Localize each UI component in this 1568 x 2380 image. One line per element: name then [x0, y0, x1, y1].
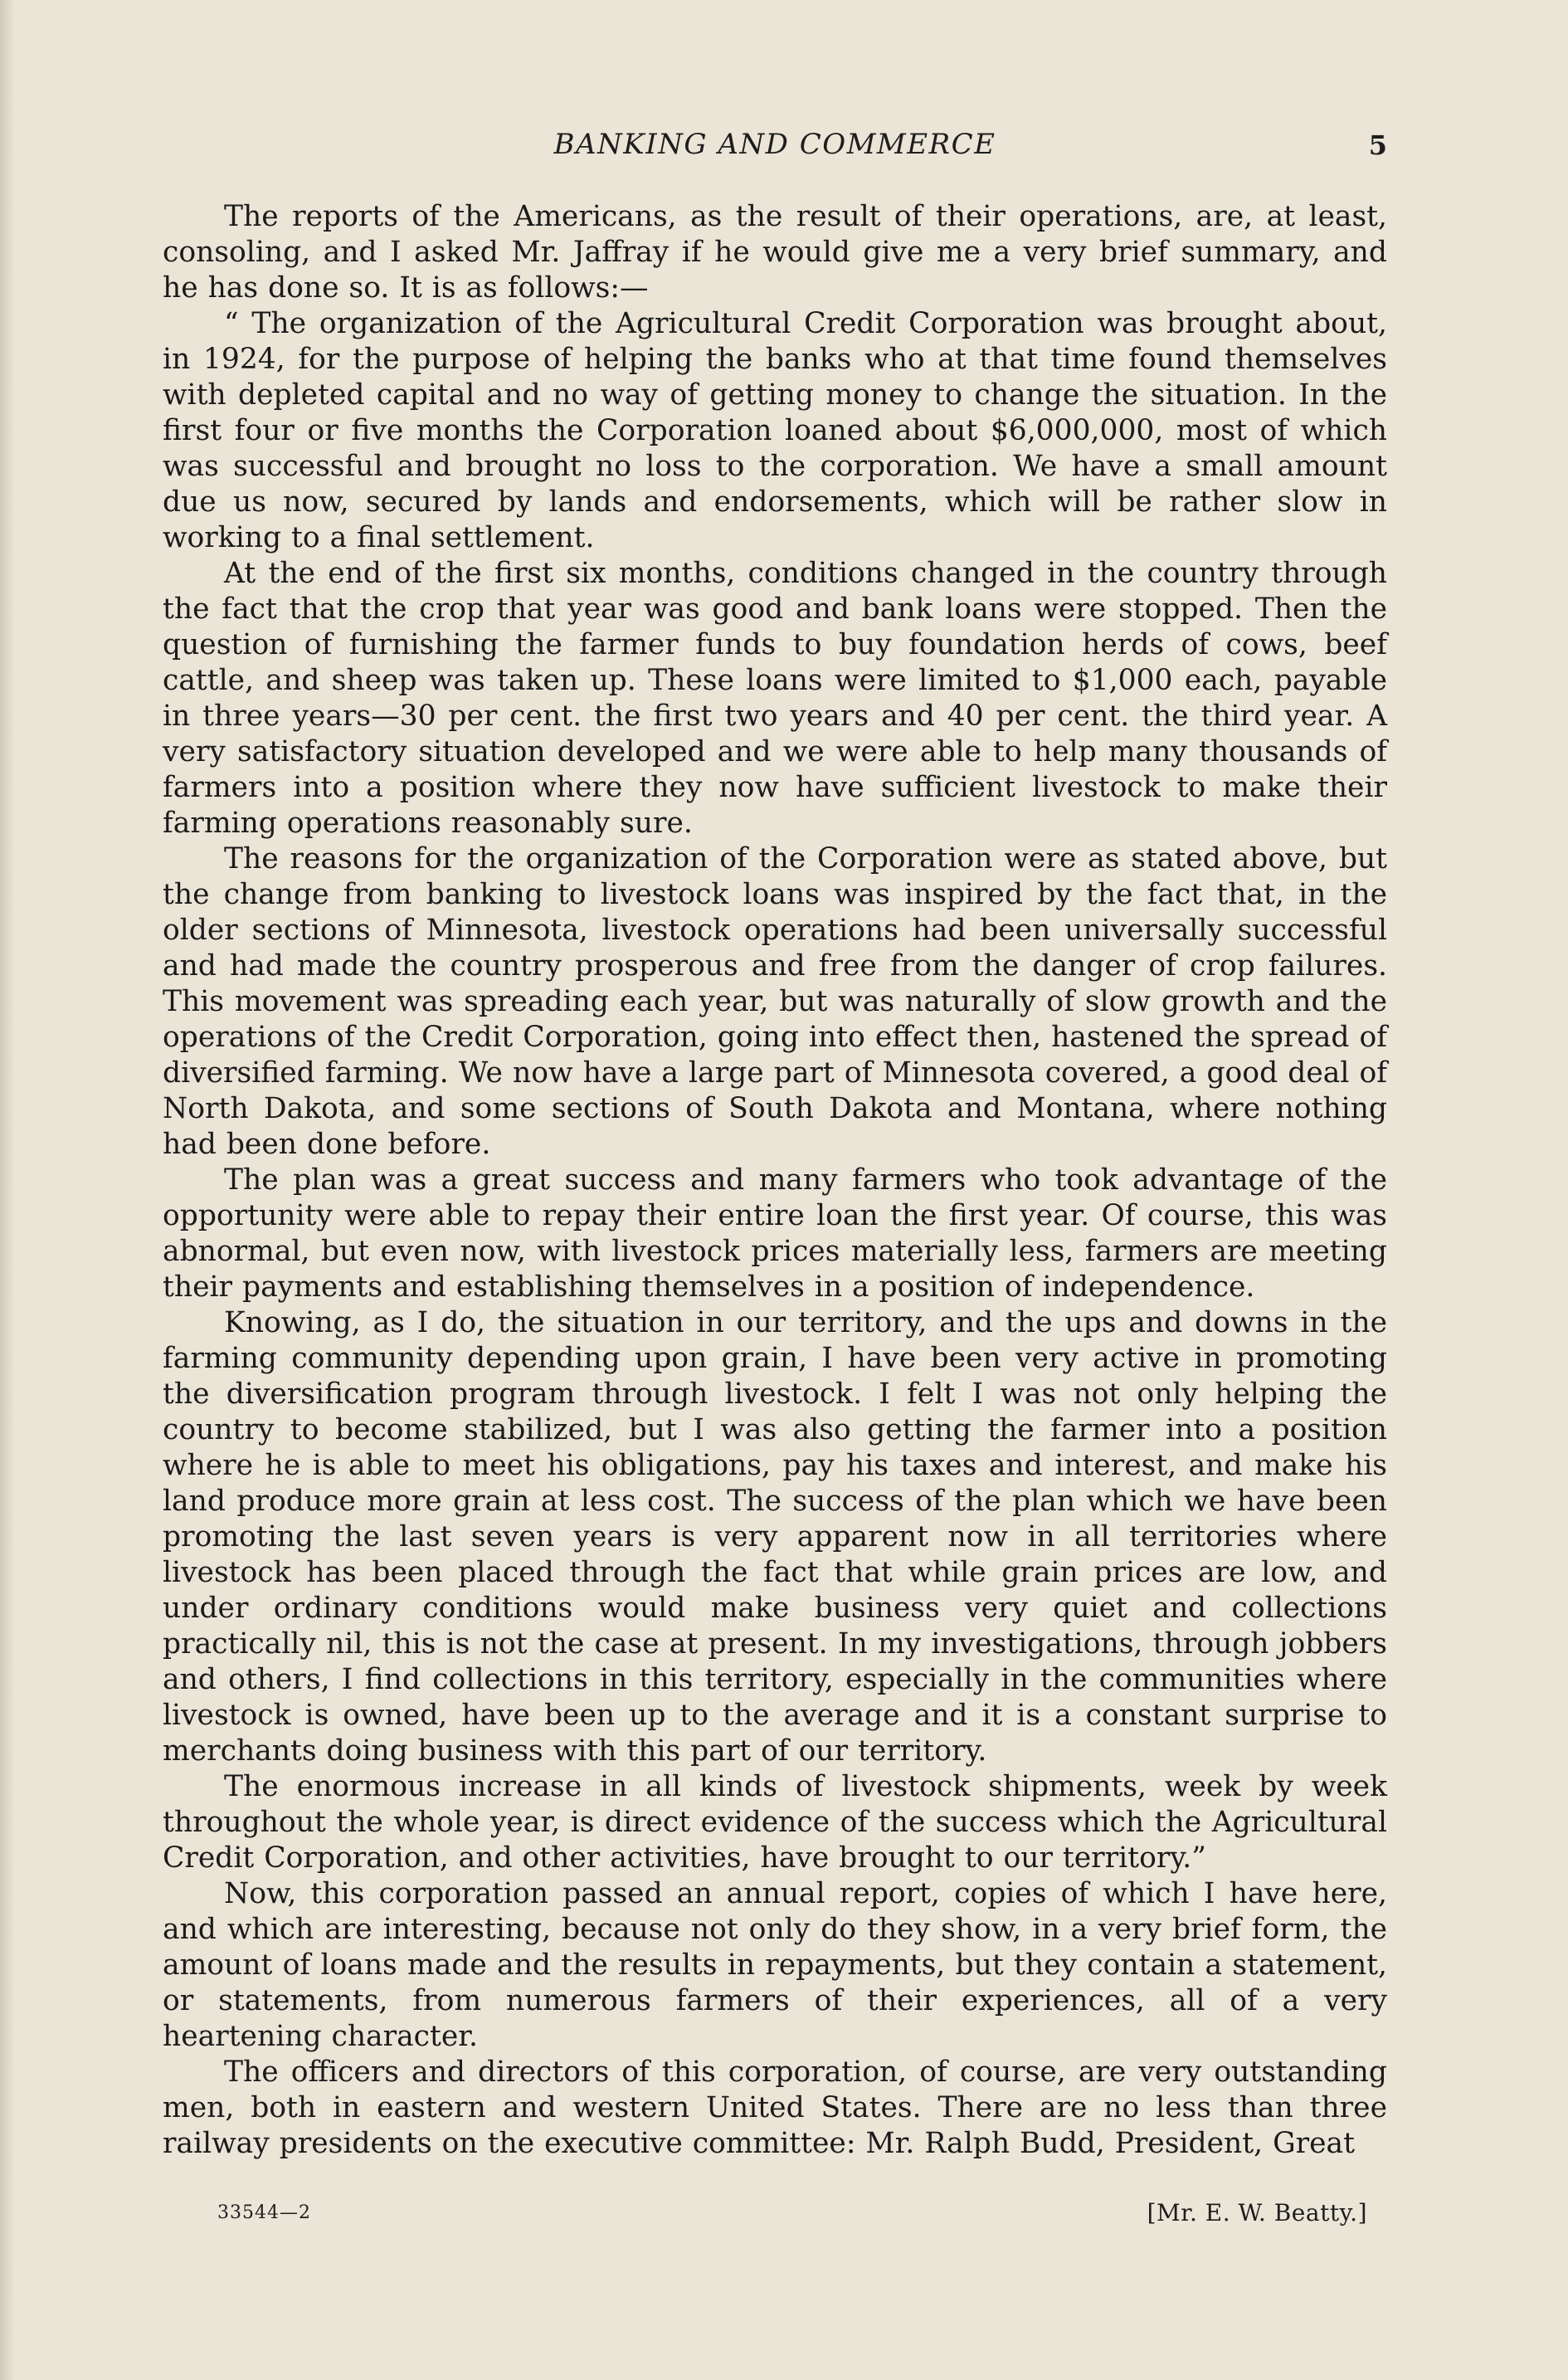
page-edge-shadow [0, 0, 15, 2380]
paragraph: The officers and directors of this corporation, of course, are very outstanding men, both in eastern and western United States. There are no less than three railway presidents on the executive committee: Mr. Ralph Budd, President, Great [163, 2056, 1387, 2160]
paragraph: Now, this corporation passed an annual report, copies of which I have here, and which are interesting, because not only do they show, in a very brief form, the amount of loans made and the results in repayments, but they contain a statement, or statements, from numerous farmers of their experiences, all of a very heartening character. [163, 1877, 1387, 2053]
page-footer [163, 2197, 1387, 2231]
paragraph: “ The organization of the Agricultural Credit Corporation was brought about, in 1924, for the purpose of helping the banks who at that time found themselves with depleted capital and no way of getting money to change the situation. In the first four or five months the Corporation loaned about $6,000,000, most of which was successful and brought no loss to the corporation. We have a small amount due us now, secured by lands and endorsements, which will be rather slow in working to a final settlement. [163, 307, 1387, 554]
running-title: BANKING AND COMMERCE [553, 128, 996, 161]
speaker-attribution: [Mr. E. W. Beatty.] [1147, 2199, 1367, 2226]
paragraph: The reports of the Americans, as the result of their operations, are, at least, consoling, and I asked Mr. Jaffray if he would give me a very brief summary, and he has done so. It is as follows:— [163, 200, 1387, 305]
body-text [163, 199, 1387, 2162]
paragraph: The plan was a great success and many farmers who took advantage of the opportunity were able to repay their entire loan the first year. Of course, this was abnormal, but even now, with livestock prices materially less, farmers are meeting their payments and establishing themselves in a position of independence. [163, 1163, 1387, 1304]
paragraph: Knowing, as I do, the situation in our territory, and the ups and downs in the farming community depending upon grain, I have been very active in promoting the diversification program through livestock. I felt I was not only helping the country to become stabilized, but I was also getting the farmer into a position where he is able to meet his obligations, pay his taxes and interest, and make his land produce more grain at less cost. The success of the plan which we have been promoting the last seven years is very apparent now in all territories where livestock has been placed through the fact that while grain prices are low, and under ordinary conditions would make business very quiet and collections practically nil, this is not the case at present. In my investigations, through jobbers and others, I find collections in this territory, especially in the communities where livestock is owned, have been up to the average and it is a constant surprise to merchants doing business with this part of our territory. [163, 1306, 1387, 1768]
printer-signature-mark: 33544—2 [217, 2202, 311, 2223]
page-header [163, 128, 1387, 169]
paragraph: At the end of the first six months, conditions changed in the country through the fact that the crop that year was good and bank loans were stopped. Then the question of furnishing the farmer funds to buy foundation herds of cows, beef cattle, and sheep was taken up. These loans were limited to $1,000 each, payable in three years—30 per cent. the first two years and 40 per cent. the third year. A very satisfactory situation developed and we were able to help many thousands of farmers into a position where they now have sufficient livestock to make their farming operations reasonably sure. [163, 557, 1387, 840]
paragraph: The enormous increase in all kinds of livestock shipments, week by week throughout the whole year, is direct evidence of the success which the Agricultural Credit Corporation, and other activities, have brought to our territory.” [163, 1770, 1387, 1875]
page-number: 5 [1368, 129, 1387, 161]
paragraph: The reasons for the organization of the Corporation were as stated above, but the change from banking to livestock loans was inspired by the fact that, in the older sections of Minnesota, livestock operations had been universally successful and had made the country prosperous and free from the danger of crop failures. This movement was spreading each year, but was naturally of slow growth and the operations of the Credit Corporation, going into effect then, hastened the spread of diversified farming. We now have a large part of Minnesota covered, a good deal of North Dakota, and some sections of South Dakota and Montana, where nothing had been done before. [163, 842, 1387, 1161]
